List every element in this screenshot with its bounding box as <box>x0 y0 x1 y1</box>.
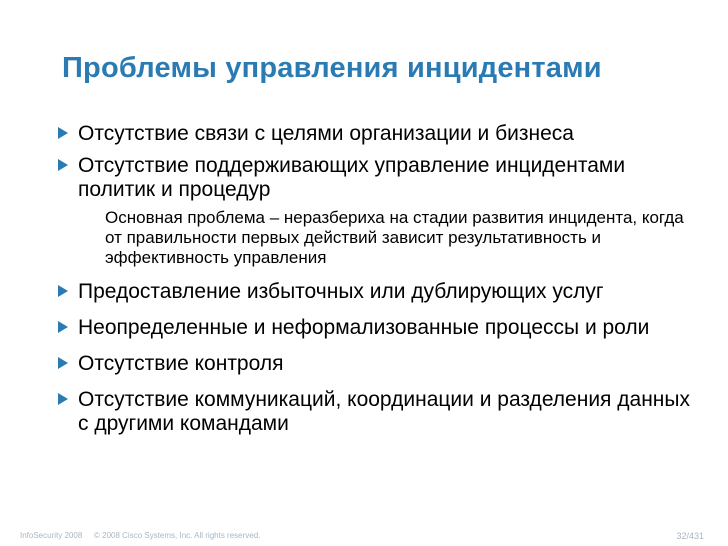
triangle-right-icon <box>58 285 68 297</box>
footer-copyright: © 2008 Cisco Systems, Inc. All rights reserved. <box>94 531 261 540</box>
bullet-text: Отсутствие связи с целями организации и бизнеса <box>78 122 574 145</box>
bullet-text: Предоставление избыточных или дублирующих услуг <box>78 280 604 303</box>
triangle-right-icon <box>58 127 68 139</box>
bullet-item <box>58 122 698 146</box>
bullet-item <box>58 352 698 376</box>
triangle-right-icon <box>58 159 68 171</box>
bullet-text: Отсутствие коммуникаций, координации и разделения данных с другими командами <box>78 388 690 435</box>
bullet-item <box>58 316 698 340</box>
bullet-item <box>58 154 698 268</box>
sub-bullet-text: Основная проблема – неразбериха на стадии развития инцидента, когда от правильности первых действий зависит результативность и эффективность управления <box>105 208 684 267</box>
bullet-list <box>58 122 698 436</box>
triangle-right-icon <box>58 321 68 333</box>
footer-page-number: 32/431 <box>676 531 704 541</box>
title-divider <box>0 104 728 105</box>
slide-title: Проблемы управления инцидентами <box>62 52 602 84</box>
footer-event-name: InfoSecurity 2008 <box>20 531 83 540</box>
bullet-item <box>58 388 698 436</box>
bullet-text: Отсутствие контроля <box>78 352 284 375</box>
triangle-right-icon <box>58 357 68 369</box>
bullet-item <box>58 280 698 304</box>
bullet-text: Неопределенные и неформализованные процессы и роли <box>78 316 650 339</box>
triangle-right-icon <box>58 393 68 405</box>
bullet-text: Отсутствие поддерживающих управление инцидентами политик и процедур <box>78 154 626 201</box>
